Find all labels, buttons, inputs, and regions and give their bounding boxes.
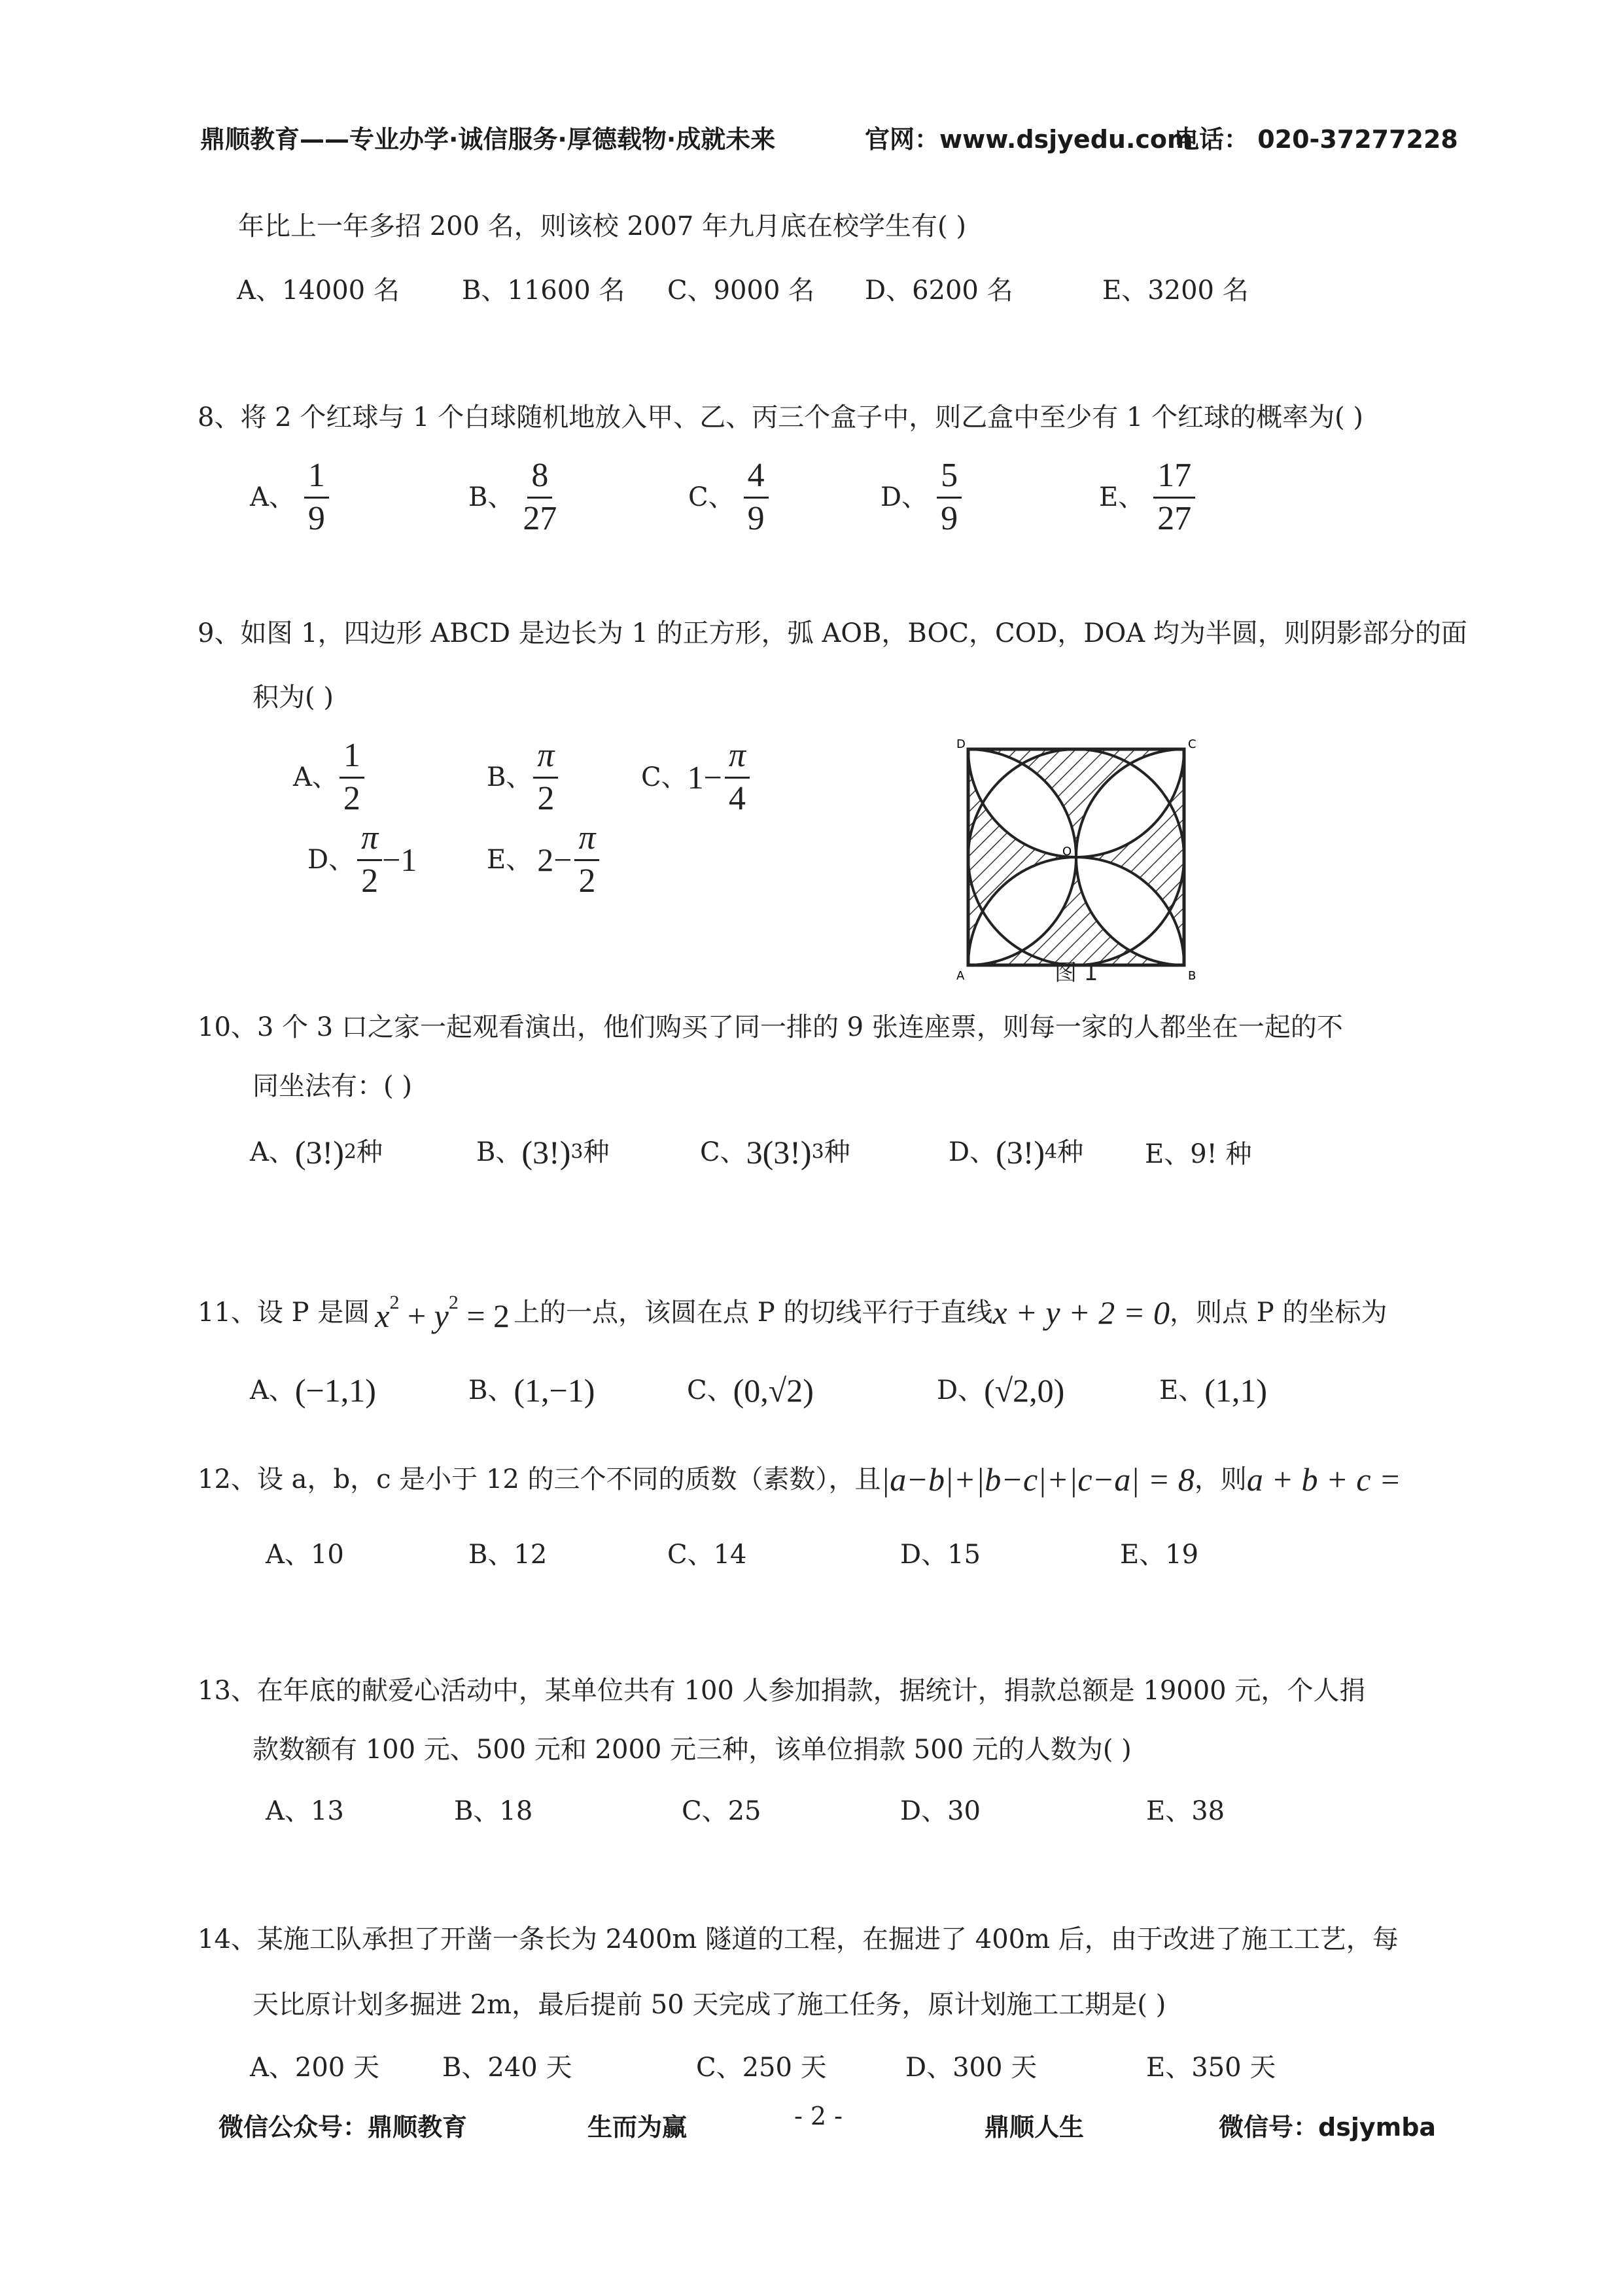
q10-option-a: A、 (3!) 2 种 — [250, 1134, 383, 1171]
q11-option-d: D、 (√2,0) — [937, 1372, 1065, 1409]
q13-option-c: C、25 — [682, 1796, 761, 1826]
q8-option-c: C、 $\frac{4}{9}$ — [688, 458, 769, 537]
q12-option-c: C、14 — [667, 1540, 747, 1570]
q14-option-e: E、350 天 — [1146, 2053, 1276, 2083]
q10-option-e: E、 9! 种 — [1145, 1139, 1252, 1169]
q9-stem-line1: 9、如图 1，四边形 ABCD 是边长为 1 的正方形，弧 AOB，BOC，COD，DOA 均为半圆，则阴影部分的面 — [198, 618, 1467, 648]
figure-caption: 图 1 — [1055, 960, 1098, 986]
header-organization: 鼎顺教育——专业办学·诚信服务·厚德载物·成就未来 — [200, 125, 776, 154]
q14-stem-line1: 14、某施工队承担了开凿一条长为 2400m 隧道的工程，在掘进了 400m 后，由于改进了施工工艺，每 — [198, 1924, 1399, 1954]
figure-label-d: D — [956, 737, 966, 751]
q12-stem: 12、设 a，b，c 是小于 12 的三个不同的质数（素数），且 |a−b|+|b−c|+|c−a| = 8 ，则 a + b + c = — [198, 1461, 1401, 1498]
q10-stem-line1: 10、3 个 3 口之家一起观看演出，他们购买了同一排的 9 张连座票，则每一家的人都坐在一起的不 — [198, 1012, 1343, 1042]
q8-stem: 8、将 2 个红球与 1 个白球随机地放入甲、乙、丙三个盒子中，则乙盒中至少有 1 个红球的概率为( ) — [198, 402, 1364, 433]
q13-option-a: A、13 — [266, 1796, 344, 1826]
q12-option-b: B、12 — [468, 1540, 548, 1570]
figure-label-b: B — [1188, 969, 1196, 983]
figure-label-c: C — [1188, 737, 1196, 751]
q12-option-a: A、10 — [266, 1540, 344, 1570]
figure-label-a: A — [956, 969, 965, 983]
q9-option-e: E、 2− $\frac{\pi}{2}$ — [487, 821, 599, 899]
q9-option-c: C、 1− $\frac{\pi}{4}$ — [641, 738, 750, 817]
q7-option-b: B、11600 名 — [462, 275, 625, 306]
footer-wechat-public: 微信公众号：鼎顺教育 — [218, 2113, 468, 2142]
q11-option-a: A、 (−1,1) — [250, 1372, 376, 1409]
q11-option-b: B、 (1,−1) — [468, 1372, 595, 1409]
q14-option-a: A、200 天 — [250, 2053, 379, 2083]
q8-option-e: E、 $\frac{17}{27}$ — [1099, 458, 1195, 537]
q8-option-a: A、 $\frac{1}{9}$ — [250, 458, 329, 537]
footer-brand: 鼎顺人生 — [985, 2113, 1085, 2142]
q8-option-d: D、 $\frac{5}{9}$ — [881, 458, 962, 537]
q7-option-d: D、6200 名 — [865, 275, 1013, 306]
q10-stem-line2: 同坐法有：( ) — [253, 1071, 412, 1101]
q14-option-b: B、240 天 — [442, 2053, 572, 2083]
q11-option-e: E、 (1,1) — [1159, 1372, 1268, 1409]
q10-option-d: D、 (3!) 4 种 — [949, 1134, 1084, 1171]
footer-slogan: 生而为赢 — [587, 2113, 688, 2142]
footer-wechat-id: 微信号：dsjymba — [1219, 2113, 1437, 2142]
q13-option-b: B、18 — [454, 1796, 533, 1826]
figure-label-o: O — [1062, 845, 1072, 858]
q11-stem: 11、设 P 是圆 $x^2 + y^2 = 2$ 上的一点，该圆在点 P 的切线平行于直线 x + y + 2 = 0 ，则点 P 的坐标为 — [198, 1292, 1387, 1334]
q9-stem-line2: 积为( ) — [253, 682, 334, 713]
q13-option-e: E、38 — [1146, 1796, 1225, 1826]
figure-1-square-semicircles — [955, 736, 1204, 985]
q7-option-e: E、3200 名 — [1102, 275, 1249, 306]
q10-option-c: C、 3(3!) 3 种 — [700, 1134, 850, 1171]
q13-stem-line1: 13、在年底的献爱心活动中，某单位共有 100 人参加捐款，据统计，捐款总额是 19000 元，个人捐 — [198, 1676, 1366, 1706]
q13-option-d: D、30 — [900, 1796, 981, 1826]
header-phone: 电话： 020-37277228 — [1174, 125, 1458, 154]
q7-option-c: C、9000 名 — [667, 275, 815, 306]
q12-option-e: E、19 — [1120, 1540, 1199, 1570]
q12-option-d: D、15 — [900, 1540, 981, 1570]
page-number: - 2 - — [794, 2102, 843, 2130]
q7-option-a: A、14000 名 — [237, 275, 400, 306]
q9-option-b: B、 $\frac{\pi}{2}$ — [487, 738, 558, 817]
q8-option-b: B、 $\frac{8}{27}$ — [468, 457, 557, 537]
q14-option-d: D、300 天 — [905, 2053, 1038, 2083]
q7-stem-tail: 年比上一年多招 200 名，则该校 2007 年九月底在校学生有( ) — [238, 211, 966, 241]
q11-option-c: C、 (0,√2) — [687, 1372, 814, 1409]
q14-stem-line2: 天比原计划多掘进 2m，最后提前 50 天完成了施工任务，原计划施工工期是( ) — [253, 1990, 1166, 2020]
q9-option-d: D、 $\frac{\pi}{2}$ −1 — [307, 819, 417, 900]
q10-option-b: B、 (3!) 3 种 — [476, 1134, 610, 1171]
q13-stem-line2: 款数额有 100 元、500 元和 2000 元三种，该单位捐款 500 元的人数为( ) — [253, 1735, 1132, 1765]
q9-option-a: A、 $\frac{1}{2}$ — [293, 738, 364, 817]
q14-option-c: C、250 天 — [696, 2053, 827, 2083]
header-website: 官网：www.dsjyedu.com — [865, 125, 1193, 154]
